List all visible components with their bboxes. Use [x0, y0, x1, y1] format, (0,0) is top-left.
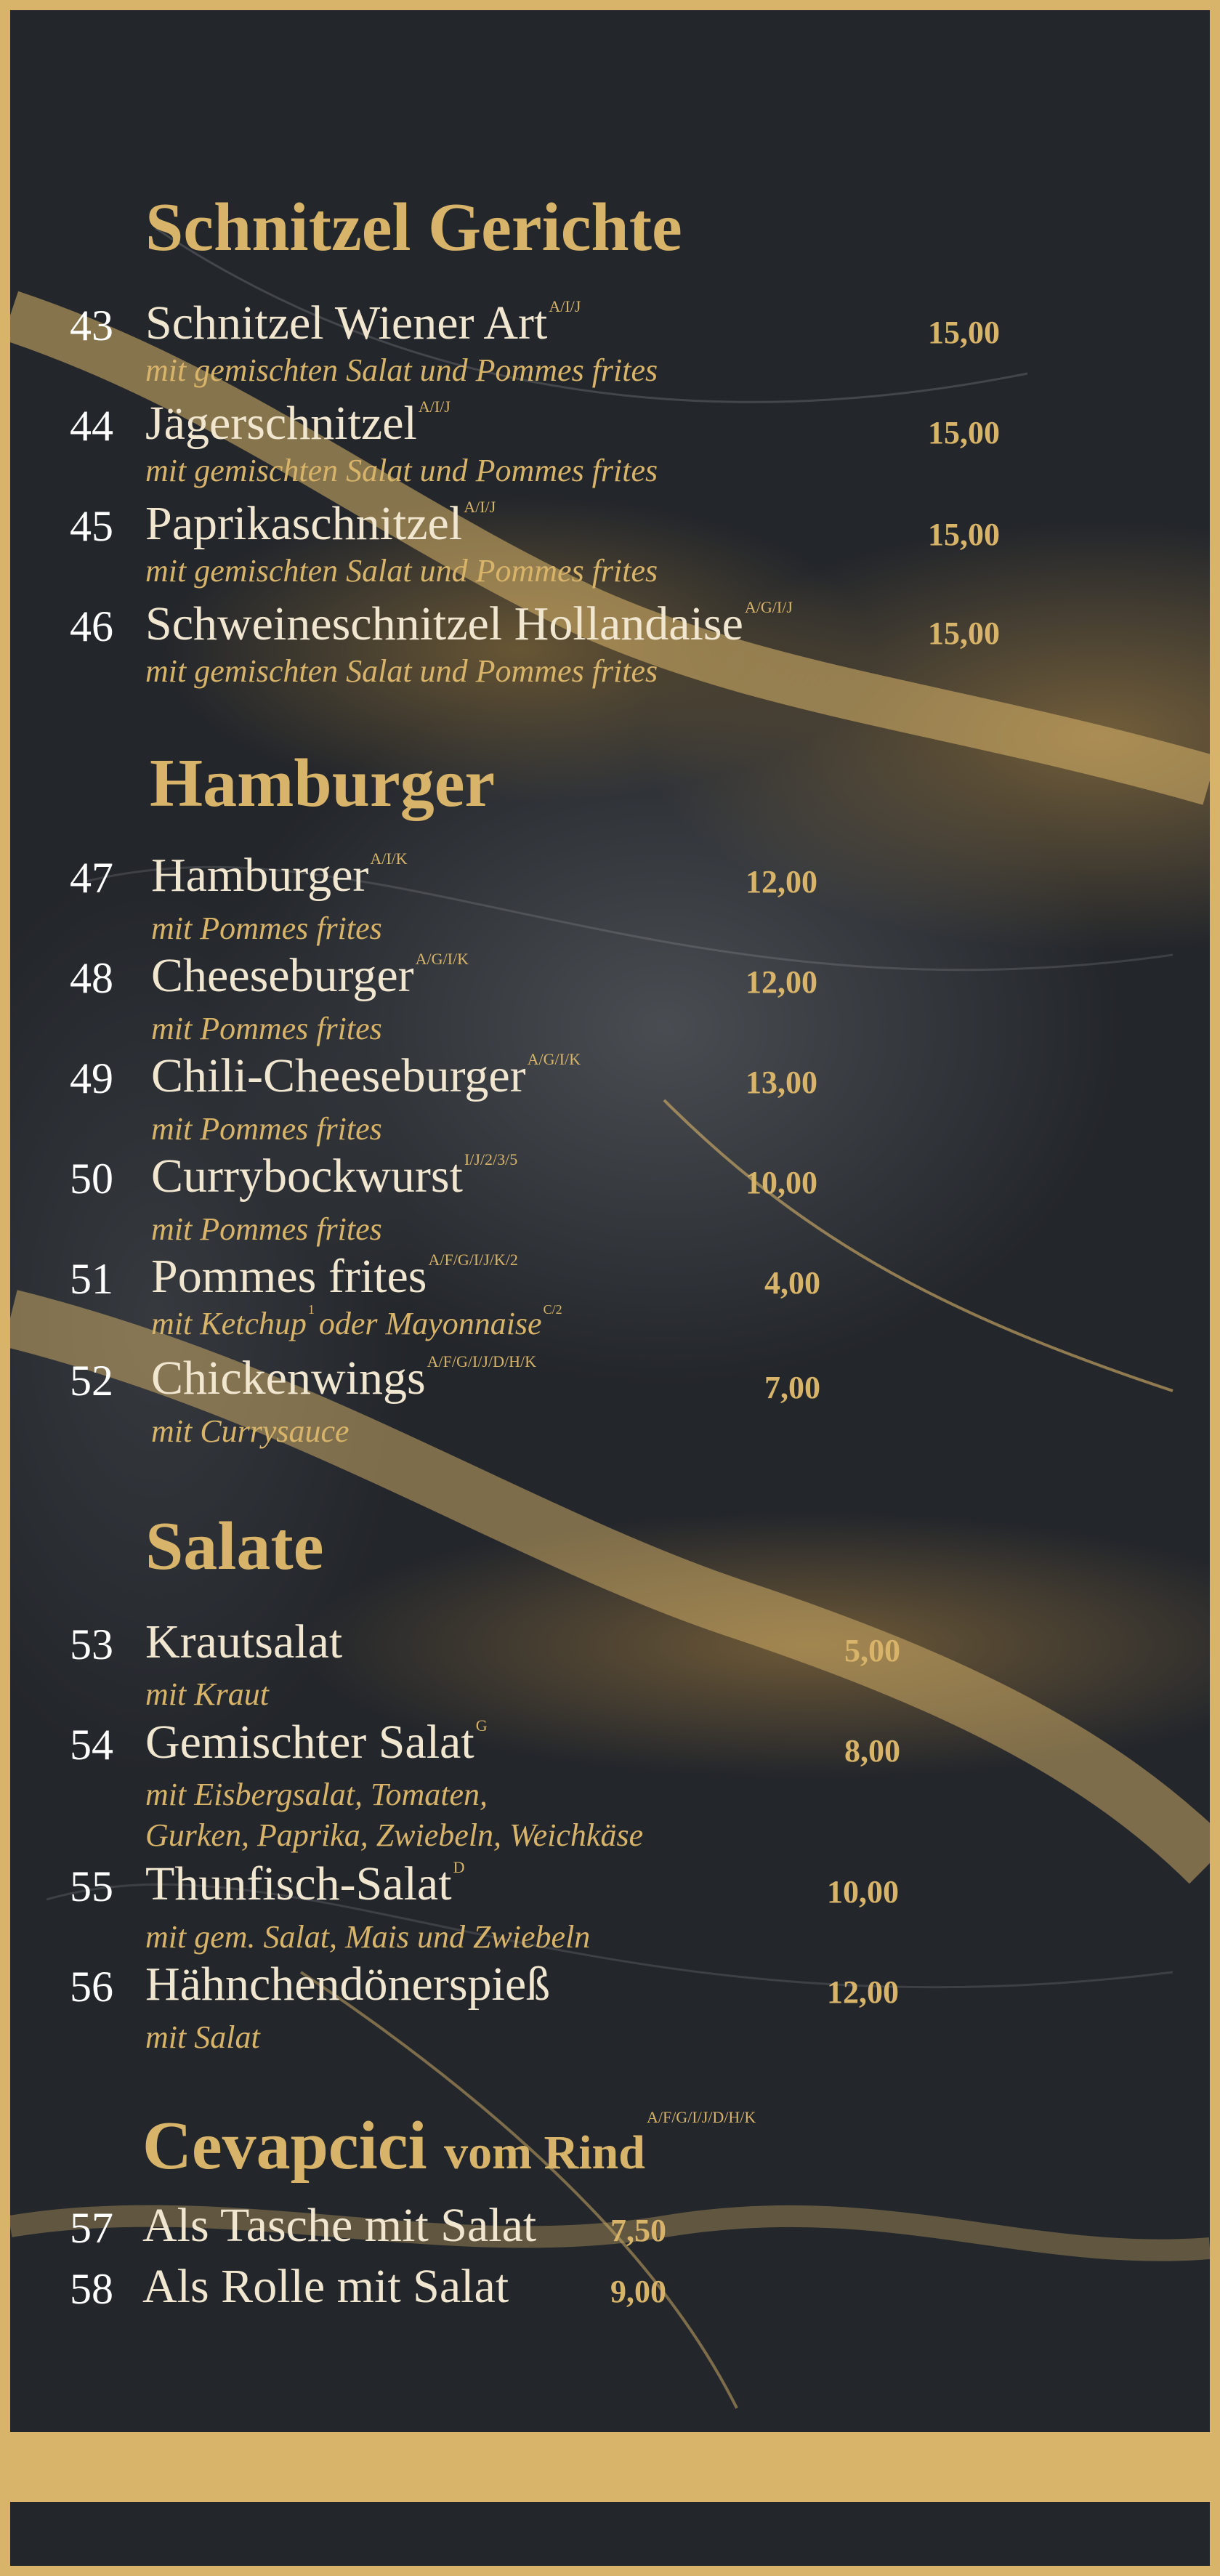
item-name: Schnitzel Wiener Art$^{A/I/J}$ — [145, 296, 581, 350]
item-number: 44 — [70, 402, 113, 450]
item-price: 12,00 — [746, 964, 817, 1000]
item-name: Krautsalat — [145, 1615, 343, 1668]
item-description: mit Pommes frites — [151, 911, 382, 946]
item-number: 46 — [70, 602, 113, 650]
item-name: Hähnchendönerspieß — [145, 1958, 551, 2011]
item-price: 7,50 — [610, 2213, 666, 2248]
item-price: 4,00 — [764, 1265, 820, 1301]
bottom-dark-band — [10, 2502, 1210, 2566]
item-number: 56 — [70, 1963, 113, 2011]
marble-panel — [10, 10, 1210, 2432]
item-price: 5,00 — [844, 1633, 900, 1668]
item-price: 15,00 — [928, 615, 1000, 651]
item-price: 10,00 — [827, 1874, 899, 1910]
item-description: mit Pommes frites — [151, 1211, 382, 1247]
item-number: 57 — [70, 2204, 113, 2252]
item-number: 54 — [70, 1721, 113, 1769]
item-number: 58 — [70, 2265, 113, 2313]
item-number: 51 — [70, 1255, 113, 1303]
item-number: 53 — [70, 1620, 113, 1668]
item-description: mit Eisbergsalat, Tomaten, — [145, 1777, 488, 1812]
item-name: Cheeseburger$^{A/G/I/K}$ — [151, 949, 469, 1002]
item-name: Als Tasche mit Salat — [142, 2199, 537, 2252]
item-name: Paprikaschnitzel$^{A/I/J}$ — [145, 497, 496, 550]
item-number: 50 — [70, 1155, 113, 1203]
item-description: mit Ketchup $^1$ oder Mayonnaise $^{C/2}$ — [151, 1302, 562, 1341]
item-description: mit Salat — [145, 2019, 260, 2055]
item-price: 12,00 — [827, 1974, 899, 2010]
item-name: Currybockwurst$^{I/J/2/3/5}$ — [151, 1150, 518, 1203]
item-price: 10,00 — [746, 1165, 817, 1200]
section-title-cevapcici: Cevapcici vom Rind$^{A/F/G/I/J/D/H/K}$ — [142, 2108, 756, 2184]
item-description: Gurken, Paprika, Zwiebeln, Weichkäse — [145, 1817, 644, 1853]
item-number: 45 — [70, 502, 113, 550]
item-name: Gemischter Salat$^G$ — [145, 1716, 488, 1769]
item-price: 15,00 — [928, 415, 1000, 451]
item-description: mit gemischten Salat und Pommes frites — [145, 553, 658, 589]
item-number: 49 — [70, 1054, 113, 1102]
item-description: mit Currysauce — [151, 1413, 350, 1449]
item-price: 15,00 — [928, 517, 1000, 552]
item-description: mit Kraut — [145, 1676, 269, 1712]
section-title-salate: Salate — [145, 1509, 324, 1584]
item-name: Thunfisch-Salat$^D$ — [145, 1857, 465, 1910]
item-number: 52 — [70, 1357, 113, 1405]
item-name: Chickenwings$^{A/F/G/I/J/D/H/K}$ — [151, 1352, 536, 1405]
item-description: mit Pommes frites — [151, 1011, 382, 1046]
item-description: mit Pommes frites — [151, 1111, 382, 1147]
item-name: Chili-Cheeseburger$^{A/G/I/K}$ — [151, 1049, 581, 1102]
item-price: 9,00 — [610, 2274, 666, 2309]
section-title-hamburger: Hamburger — [150, 746, 496, 821]
item-price: 13,00 — [746, 1065, 817, 1100]
item-number: 47 — [70, 854, 113, 902]
item-name: Hamburger$^{A/I/K}$ — [151, 849, 408, 902]
item-price: 12,00 — [746, 864, 817, 900]
item-name: Jägerschnitzel$^{A/I/J}$ — [145, 397, 451, 450]
item-price: 8,00 — [844, 1733, 900, 1769]
item-description: mit gemischten Salat und Pommes frites — [145, 453, 658, 488]
item-name: Als Rolle mit Salat — [142, 2260, 509, 2313]
item-number: 48 — [70, 954, 113, 1002]
item-description: mit gemischten Salat und Pommes frites — [145, 653, 658, 689]
item-number: 55 — [70, 1862, 113, 1910]
item-description: mit gemischten Salat und Pommes frites — [145, 352, 658, 388]
section-title-schnitzel: Schnitzel Gerichte — [145, 190, 682, 265]
item-name: Schweineschnitzel Hollandaise$^{A/G/I/J}$ — [145, 597, 793, 650]
item-name: Pommes frites$^{A/F/G/I/J/K/2}$ — [151, 1250, 518, 1303]
item-number: 43 — [70, 302, 113, 350]
item-description: mit gem. Salat, Mais und Zwiebeln — [145, 1919, 591, 1955]
item-price: 7,00 — [764, 1370, 820, 1405]
item-price: 15,00 — [928, 315, 1000, 350]
